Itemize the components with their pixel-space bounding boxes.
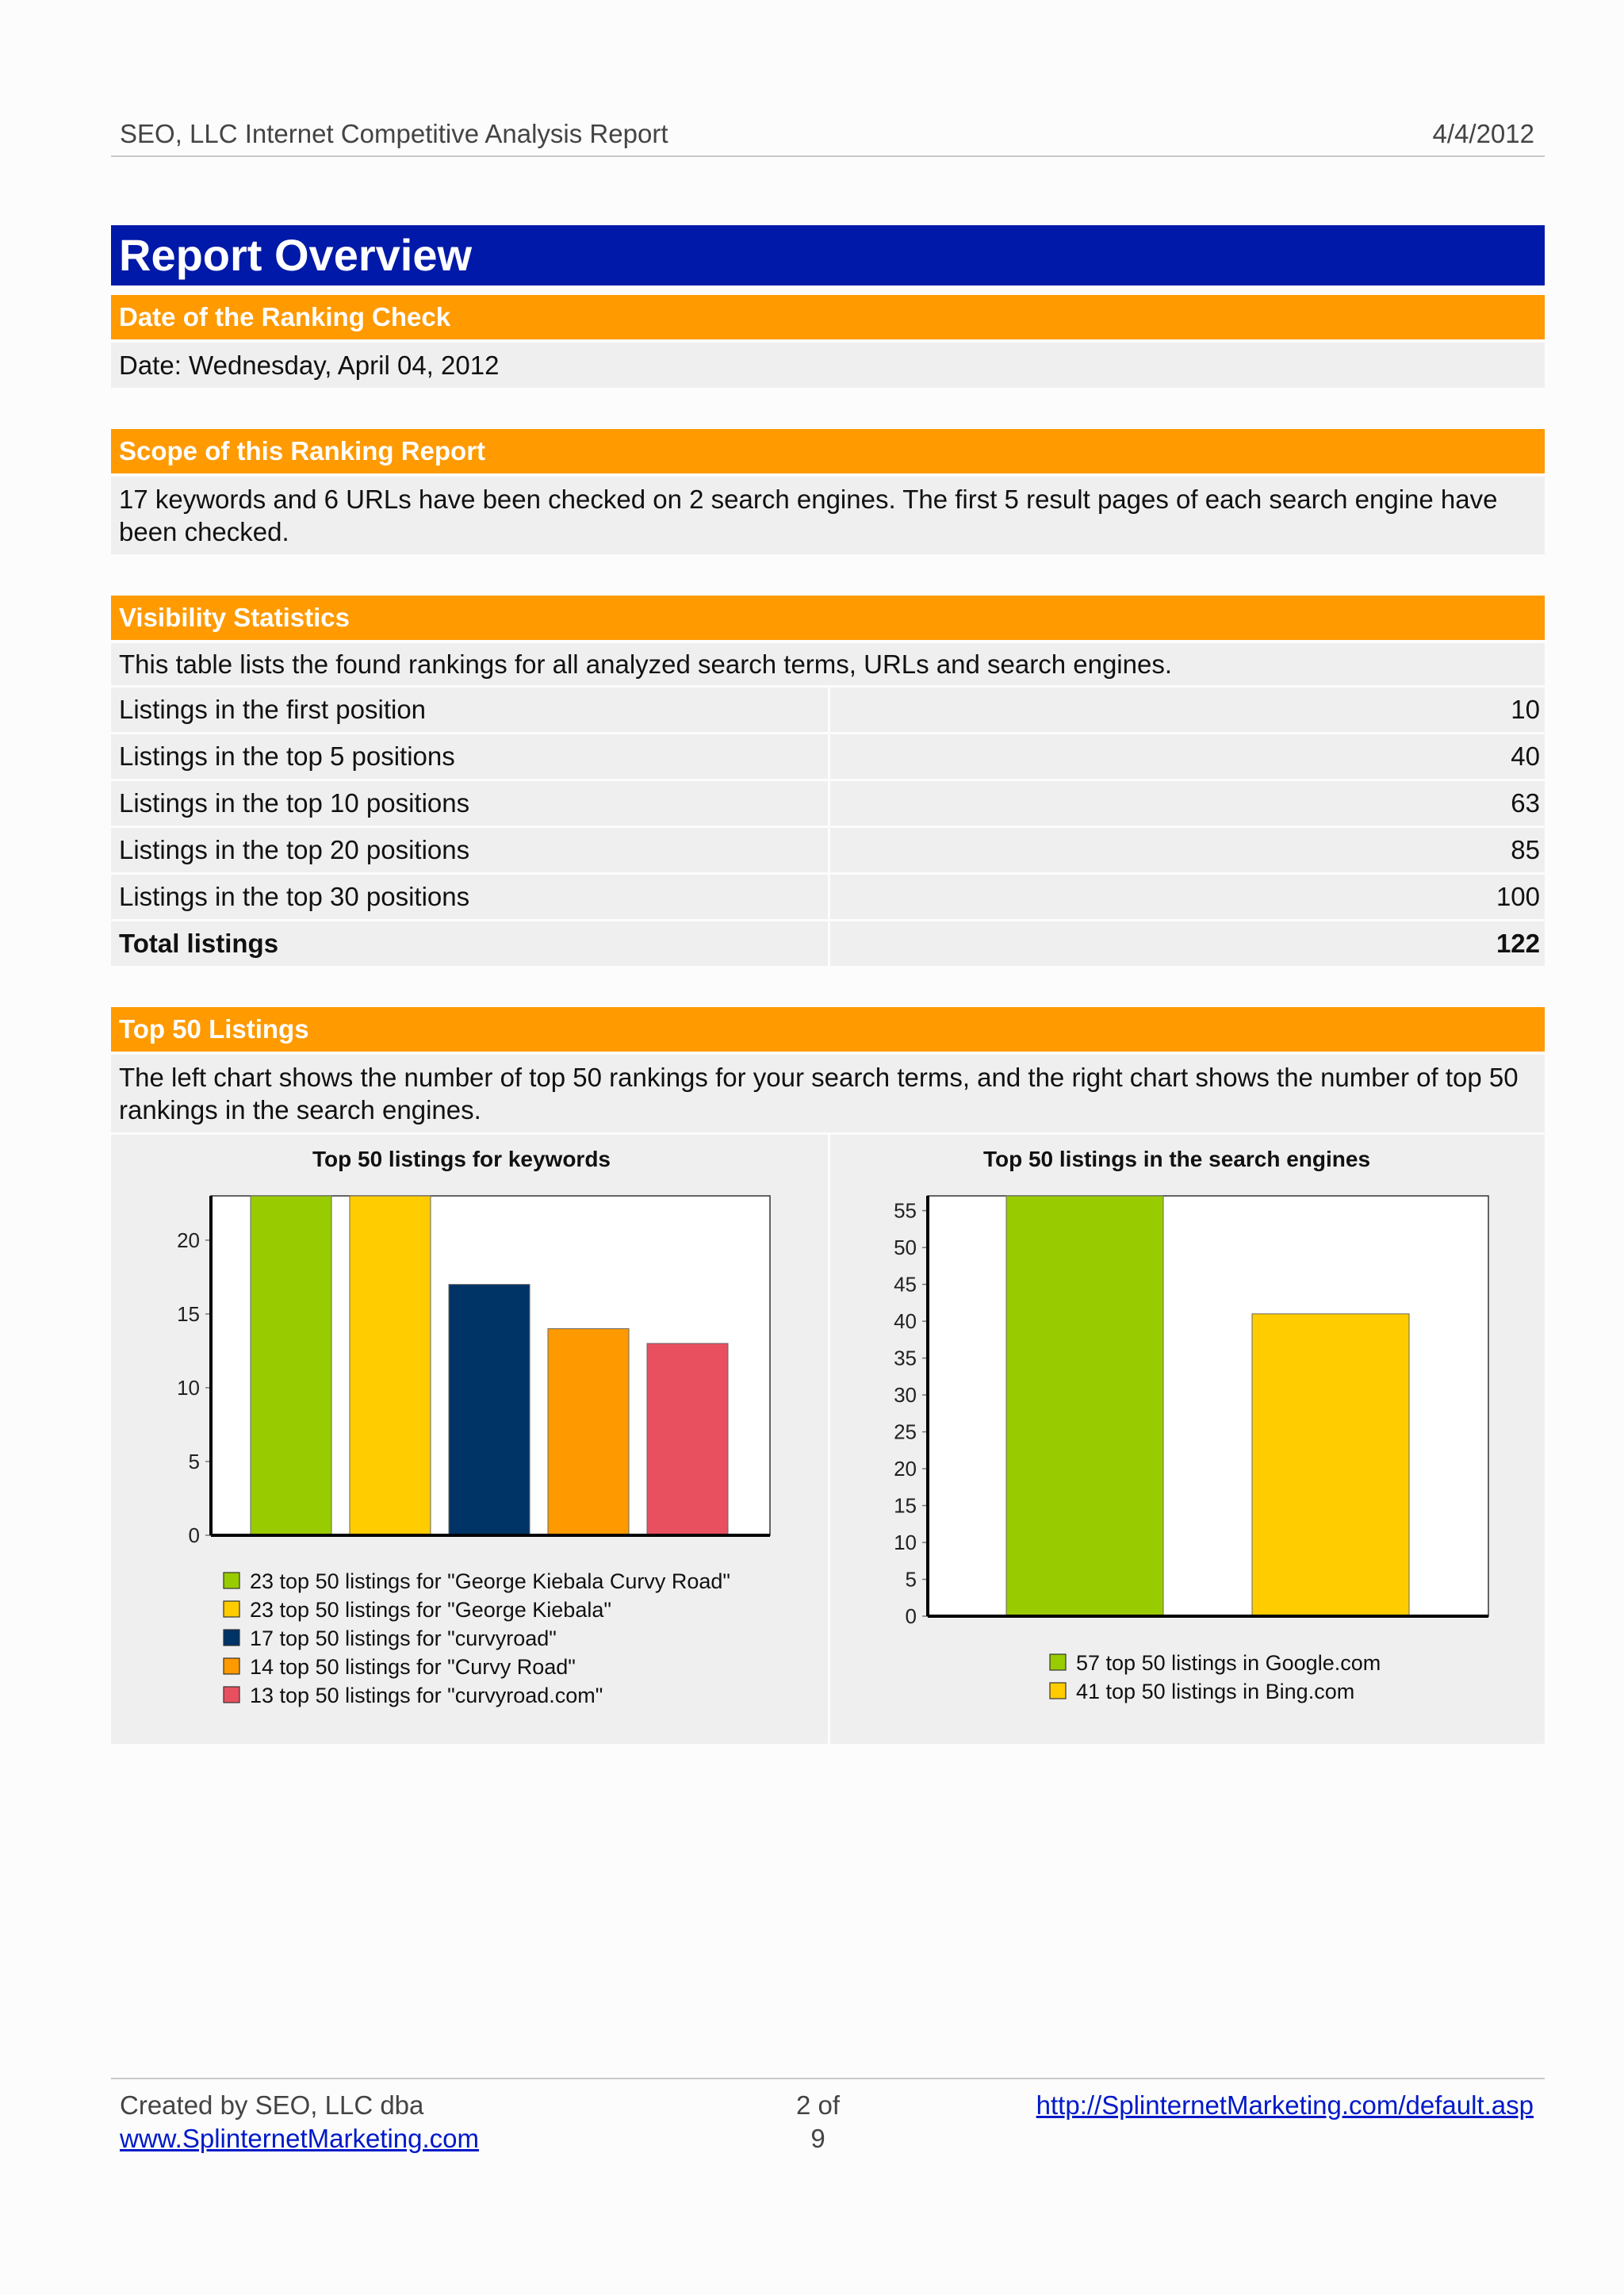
stat-label: Listings in the top 20 positions <box>111 828 828 872</box>
y-tick-label: 30 <box>894 1383 917 1408</box>
stat-label: Listings in the top 30 positions <box>111 875 828 919</box>
legend-label: 13 top 50 listings for "curvyroad.com" <box>250 1684 603 1707</box>
legend-label: 23 top 50 listings for "George Kiebala" <box>250 1598 611 1622</box>
bar-2 <box>1252 1314 1409 1616</box>
stat-row-top10 <box>111 781 1545 826</box>
top50-intro: The left chart shows the number of top 50 rankings for your search terms, and the right chart shows the number of top 50 rankings in the search engines. <box>111 1055 1545 1132</box>
footer-url-link[interactable]: http://SplinternetMarketing.com/default.asp <box>1036 2090 1534 2120</box>
legend-label: 14 top 50 listings for "Curvy Road" <box>250 1655 576 1679</box>
bar-1 <box>1006 1196 1163 1616</box>
bar-3 <box>449 1285 530 1535</box>
section-heading-visibility: Visibility Statistics <box>111 596 1545 640</box>
y-tick-label: 5 <box>905 1567 917 1592</box>
legend-label: 41 top 50 listings in Bing.com <box>1076 1680 1355 1703</box>
y-tick-label: 50 <box>894 1236 917 1260</box>
stat-total-value: 122 <box>830 921 1545 966</box>
date-text: Date: Wednesday, April 04, 2012 <box>111 343 1545 388</box>
scope-text: 17 keywords and 6 URLs have been checked on 2 search engines. The first 5 result pages of each search engine have been checked. <box>111 477 1545 554</box>
engine-chart <box>830 1135 1545 1744</box>
stat-value: 63 <box>830 781 1545 826</box>
stat-total-label: Total listings <box>111 921 828 966</box>
stat-row-first-position <box>111 688 1545 732</box>
footer-created <box>120 2089 479 2155</box>
stat-value: 40 <box>830 734 1545 779</box>
y-tick-label: 45 <box>894 1272 917 1297</box>
y-tick-label: 20 <box>177 1228 200 1252</box>
y-tick-label: 35 <box>894 1346 917 1370</box>
page-number-line1: 2 of <box>796 2090 841 2120</box>
legend-swatch <box>1050 1683 1066 1699</box>
keyword-chart <box>111 1135 828 1744</box>
y-tick-label: 25 <box>894 1420 917 1444</box>
footer-site-link[interactable]: www.SplinternetMarketing.com <box>120 2124 480 2153</box>
stat-row-top30 <box>111 875 1545 919</box>
legend-swatch <box>224 1630 239 1646</box>
stat-value: 85 <box>830 828 1545 872</box>
stat-row-top20 <box>111 828 1545 872</box>
header-divider <box>111 155 1545 157</box>
report-title: Report Overview <box>111 225 1545 285</box>
bar-5 <box>647 1343 728 1535</box>
stat-label: Listings in the first position <box>111 688 828 732</box>
bar-4 <box>548 1328 629 1535</box>
y-tick-label: 0 <box>188 1523 200 1547</box>
charts-row <box>111 1135 1545 1744</box>
y-tick-label: 0 <box>905 1604 917 1628</box>
legend-swatch <box>224 1687 239 1703</box>
engine-chart-cell <box>830 1135 1545 1744</box>
legend-swatch <box>224 1601 239 1617</box>
header-title: SEO, LLC Internet Competitive Analysis Report <box>120 119 668 148</box>
bar-1 <box>251 1196 331 1535</box>
y-tick-label: 15 <box>894 1493 917 1518</box>
legend-label: 23 top 50 listings for "George Kiebala Curvy Road" <box>250 1569 730 1593</box>
section-heading-date: Date of the Ranking Check <box>111 295 1545 339</box>
legend-label: 17 top 50 listings for "curvyroad" <box>250 1626 557 1650</box>
y-tick-label: 10 <box>177 1375 200 1400</box>
legend-swatch <box>224 1573 239 1588</box>
visibility-intro: This table lists the found rankings for all analyzed search terms, URLs and search engines. <box>111 643 1545 685</box>
footer-created-text: Created by SEO, LLC dba <box>120 2090 424 2120</box>
keyword-chart-cell <box>111 1135 828 1744</box>
y-tick-label: 55 <box>894 1198 917 1223</box>
header-date: 4/4/2012 <box>1432 119 1534 148</box>
stat-value: 100 <box>830 875 1545 919</box>
stat-label: Listings in the top 10 positions <box>111 781 828 826</box>
legend-label: 57 top 50 listings in Google.com <box>1076 1651 1381 1675</box>
y-tick-label: 10 <box>894 1531 917 1555</box>
y-tick-label: 20 <box>894 1457 917 1481</box>
footer-page-number <box>796 2089 840 2155</box>
chart-title: Top 50 listings in the search engines <box>982 1147 1371 1171</box>
section-heading-scope: Scope of this Ranking Report <box>111 429 1545 473</box>
report-body <box>111 225 1545 1744</box>
chart-title: Top 50 listings for keywords <box>312 1147 611 1171</box>
footer-divider <box>111 2078 1545 2079</box>
stat-row-total <box>111 921 1545 966</box>
y-tick-label: 15 <box>177 1301 200 1326</box>
page-number-line2: 9 <box>810 2124 825 2153</box>
y-tick-label: 5 <box>188 1449 200 1473</box>
section-heading-top50: Top 50 Listings <box>111 1007 1545 1052</box>
legend-swatch <box>1050 1654 1066 1670</box>
legend-swatch <box>224 1658 239 1674</box>
stat-value: 10 <box>830 688 1545 732</box>
bar-2 <box>350 1196 431 1535</box>
stat-label: Listings in the top 5 positions <box>111 734 828 779</box>
stat-row-top5 <box>111 734 1545 779</box>
y-tick-label: 40 <box>894 1309 917 1334</box>
